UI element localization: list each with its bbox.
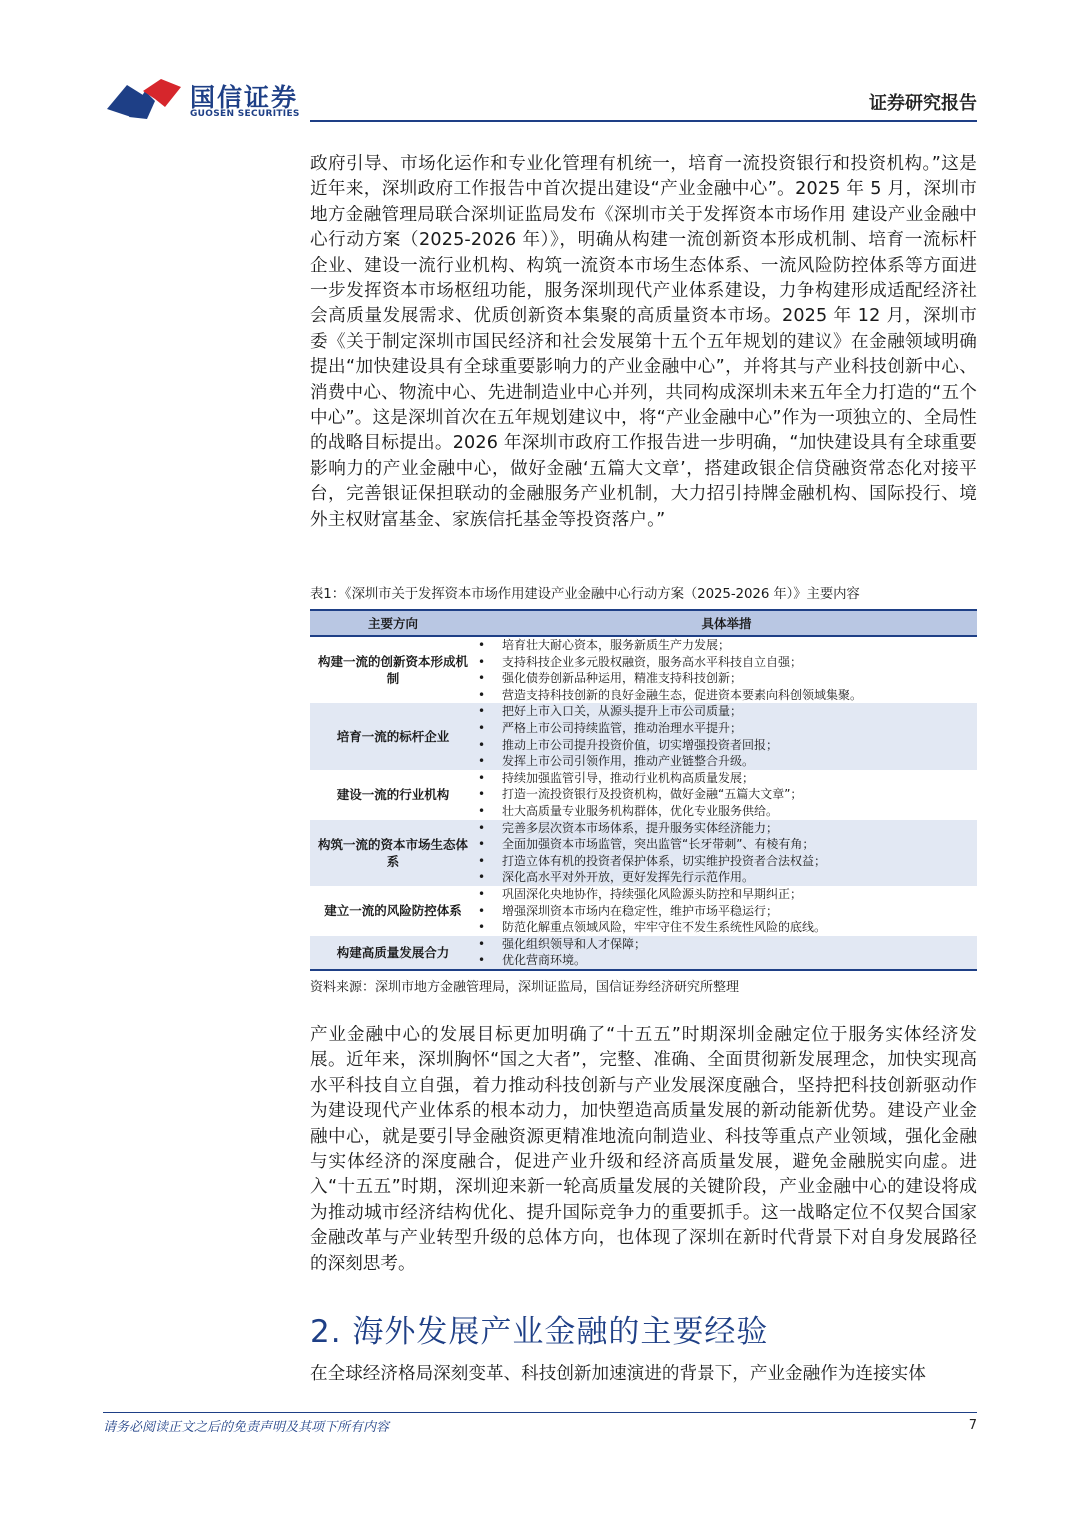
body-section-2 xyxy=(310,1023,977,1277)
footer-disclaimer: 请务必阅读正文之后的免责声明及其项下所有内容 xyxy=(103,1420,390,1435)
row-direction: 构筑一流的资本市场生态体系 xyxy=(317,836,468,869)
table-bottom-rule xyxy=(310,969,977,971)
body-section-3 xyxy=(310,1362,977,1387)
measure-item: • 把好上市入口关，从源头提升上市公司质量； xyxy=(502,703,977,720)
measure-item: • 强化组织领导和人才保障； xyxy=(502,936,977,953)
measure-item: • 打造一流投资银行及投资机构，做好金融“五篇大文章”； xyxy=(502,786,977,803)
guosen-logo-icon xyxy=(105,77,185,123)
row-direction: 构建高质量发展合力 xyxy=(336,944,450,960)
page-header xyxy=(0,0,1080,130)
measure-list xyxy=(476,936,977,969)
paragraph-2: 产业金融中心的发展目标更加明确了“十五五”时期深圳金融定位于服务实体经济发展。近年来，深圳胸怀“国之大者”，完整、准确、全面贯彻新发展理念，加快实现高水平科技自立自强，着力推动科技创新与产业发展深度融合，坚持把科技创新驱动作为建设现代产业体系的根本动力，加快塑造高质量发展的新动能新优势。建设产业金融中心，就是要引导金融资源更精准地流向制造业、科技等重点产业领域，强化金融与实体经济的深度融合，促进产业升级和经济高质量发展，避免金融脱实向虚。进入“十五五”时期，深圳迎来新一轮高质量发展的关键阶段，产业金融中心的建设将成为推动城市经济结构优化、提升国际竞争力的重要抓手。这一战略定位不仅契合国家金融改革与产业转型升级的总体方向，也体现了深圳在新时代背景下对自身发展路径的深刻思考。 xyxy=(310,1025,977,1274)
brand-name: 国信证券 xyxy=(190,83,299,112)
measure-list xyxy=(476,637,977,703)
col-header-measures: 具体举措 xyxy=(701,616,752,631)
measures-table xyxy=(310,609,977,971)
measure-item: • 深化高水平对外开放，更好发挥先行示范作用。 xyxy=(502,869,977,886)
row-direction: 建立一流的风险防控体系 xyxy=(324,903,462,919)
measure-item: • 培育壮大耐心资本，服务新质生产力发展； xyxy=(502,637,977,654)
measure-item: • 完善多层次资本市场体系，提升服务实体经济能力； xyxy=(502,820,977,837)
table-row xyxy=(310,820,977,886)
measure-item: • 壮大高质量专业服务机构群体，优化专业服务供给。 xyxy=(502,803,977,820)
measure-item: • 打造立体有机的投资者保护体系，切实维护投资者合法权益； xyxy=(502,853,977,870)
page-number: 7 xyxy=(968,1418,977,1433)
header-divider xyxy=(310,120,977,122)
measure-item: • 优化营商环境。 xyxy=(502,952,977,969)
row-direction: 建设一流的行业机构 xyxy=(336,787,450,803)
row-direction: 构建一流的创新资本形成机制 xyxy=(317,654,468,687)
measure-item: • 严格上市公司持续监管，推动治理水平提升； xyxy=(502,720,977,737)
table-row xyxy=(310,703,977,769)
table-row xyxy=(310,936,977,969)
table-caption: 表1：《深圳市关于发挥资本市场作用建设产业金融中心行动方案（2025-2026 年）》主要内容 xyxy=(310,587,860,602)
measure-item: • 增强深圳资本市场内在稳定性，维护市场平稳运行； xyxy=(502,903,977,920)
table-source: 资料来源：深圳市地方金融管理局，深圳证监局，国信证券经济研究所整理 xyxy=(310,980,740,995)
report-type: 证券研究报告 xyxy=(869,93,977,114)
measure-list xyxy=(476,703,977,769)
footer-divider xyxy=(103,1412,977,1413)
table-header xyxy=(310,609,977,637)
section-heading: 2. 海外发展产业金融的主要经验 xyxy=(310,1314,769,1350)
measure-list xyxy=(476,886,977,936)
measure-item: • 巩固深化央地协作，持续强化风险源头防控和早期纠正； xyxy=(502,886,977,903)
measure-item: • 推动上市公司提升投资价值，切实增强投资者回报； xyxy=(502,737,977,754)
measure-item: • 全面加强资本市场监管，突出监管“长牙带刺”、有棱有角； xyxy=(502,836,977,853)
measure-item: • 强化债券创新品种运用，精准支持科技创新； xyxy=(502,670,977,687)
measure-item: • 支持科技企业多元股权融资，服务高水平科技自立自强； xyxy=(502,654,977,671)
measure-item: • 发挥上市公司引领作用，推动产业链整合升级。 xyxy=(502,753,977,770)
measure-item: • 持续加强监管引导，推动行业机构高质量发展； xyxy=(502,770,977,787)
measure-list xyxy=(476,820,977,886)
measure-list xyxy=(476,770,977,820)
brand-name-en: GUOSEN SECURITIES xyxy=(190,109,300,119)
measure-item: • 营造支持科技创新的良好金融生态，促进资本要素向科创领域集聚。 xyxy=(502,687,977,704)
col-header-direction: 主要方向 xyxy=(367,616,418,631)
table-row xyxy=(310,637,977,703)
table-row xyxy=(310,886,977,936)
table-row xyxy=(310,770,977,820)
row-direction: 培育一流的标杆企业 xyxy=(336,729,450,745)
measure-item: • 防范化解重点领域风险，牢牢守住不发生系统性风险的底线。 xyxy=(502,919,977,936)
body-section-1 xyxy=(310,152,977,533)
paragraph-1: 政府引导、市场化运作和专业化管理有机统一，培育一流投资银行和投资机构。”这是近年来，深圳政府工作报告中首次提出建设“产业金融中心”。2025 年 5 月，深圳市地方金融管理局联合深圳证监局发布《深圳市关于发挥资本市场作用 建设产业金融中心行动方案（2025-2026 年）》，明确从构建一流创新资本形成机制、培育一流标杆企业、建设一流行业机构、构筑一流资本市场生态体系、一流风险防控体系等方面进一步发挥资本市场枢纽功能，服务深圳现代产业体系建设，力争构建形成适配经济社会高质量发展需求、优质创新资本集聚的高质量资本市场。2025 年 12 月，深圳市委《关于制定深圳市国民经济和社会发展第十五个五年规划的建议》在金融领域明确提出“加快建设具有全球重要影响力的产业金融中心”，并将其与产业科技创新中心、消费中心、物流中心、先进制造业中心并列，共同构成深圳未来五年全力打造的“五个中心”。这是深圳首次在五年规划建议中，将“产业金融中心”作为一项独立的、全局性的战略目标提出。2026 年深圳市政府工作报告进一步明确，“加快建设具有全球重要影响力的产业金融中心，做好金融‘五篇大文章’，搭建政银企信贷融资常态化对接平台，完善银证保担联动的金融服务产业机制，大力招引持牌金融机构、国际投行、境外主权财富基金、家族信托基金等投资落户。” xyxy=(310,154,977,530)
paragraph-3: 在全球经济格局深刻变革、科技创新加速演进的背景下，产业金融作为连接实体 xyxy=(310,1364,926,1384)
